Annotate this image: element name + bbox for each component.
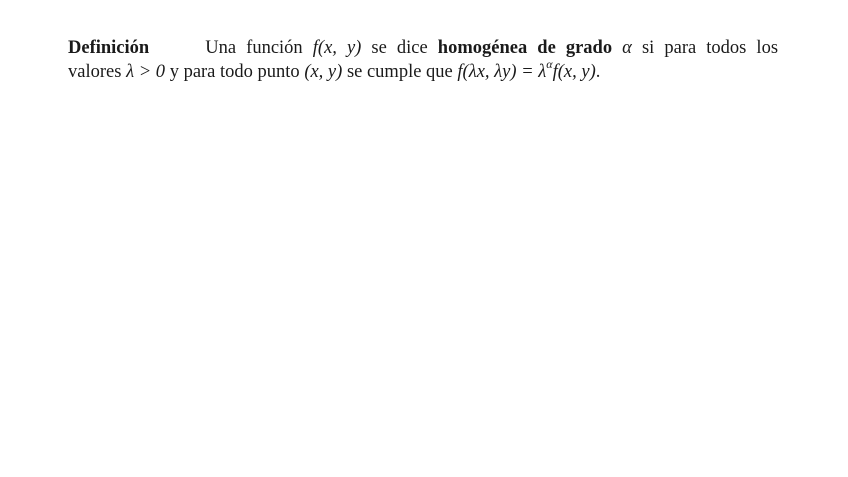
definition-line-2 xyxy=(68,56,778,84)
every-point-text: y para todo punto xyxy=(169,62,300,82)
equation-exponent: α xyxy=(546,56,553,71)
definition-paragraph xyxy=(68,36,778,84)
document-page xyxy=(68,36,778,84)
values-text: valores xyxy=(68,62,122,82)
equation-lhs: f(λx, λy) = λ xyxy=(457,62,547,82)
definition-heading: Definición xyxy=(68,38,150,58)
intro-text: Una función xyxy=(205,38,303,58)
definition-line-1 xyxy=(68,36,778,60)
homogeneous-term: homogénea de grado xyxy=(437,38,613,58)
point-xy: (x, y) xyxy=(304,62,343,82)
equation-rhs: f(x, y) xyxy=(552,62,596,82)
function-fxy: f(x, y) xyxy=(312,38,362,58)
if-for-all-text: si para todos los xyxy=(641,38,779,58)
says-text: se dice xyxy=(371,38,428,58)
holds-that-text: se cumple que xyxy=(346,62,453,82)
final-period: . xyxy=(595,62,601,82)
lambda-condition: λ > 0 xyxy=(126,62,166,82)
alpha-symbol: α xyxy=(622,38,632,58)
